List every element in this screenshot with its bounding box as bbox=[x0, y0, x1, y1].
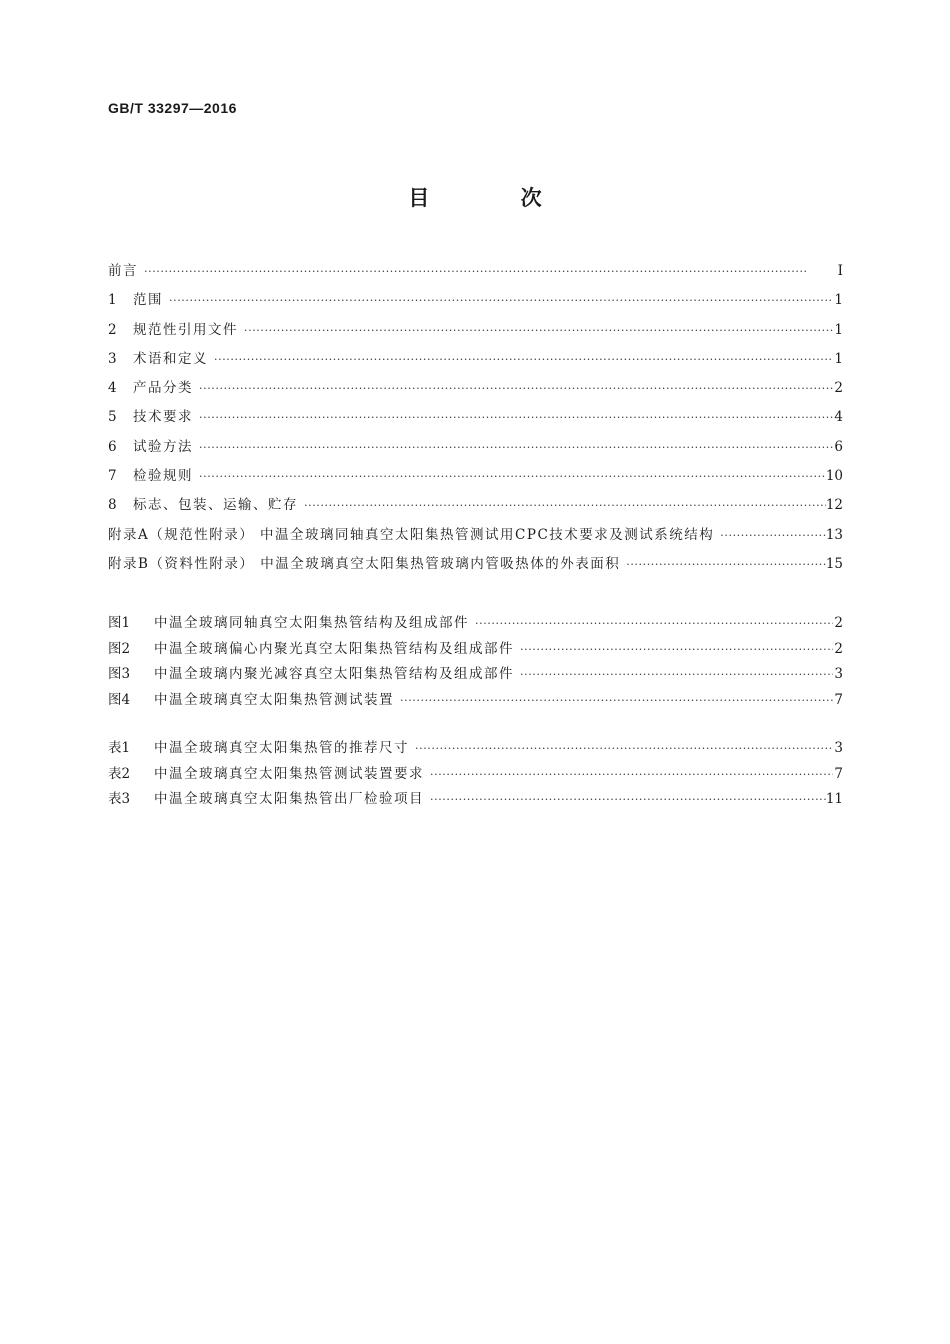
toc-entry-text bbox=[108, 765, 430, 783]
toc-page-number: 2 bbox=[834, 380, 843, 397]
table-number: 表3 bbox=[108, 791, 131, 807]
figure-number: 图3 bbox=[108, 666, 131, 682]
toc-entry-2[interactable] bbox=[108, 321, 843, 350]
figure-number: 图4 bbox=[108, 691, 131, 708]
toc-entry-text bbox=[108, 555, 626, 573]
toc-entry-label: 前言 bbox=[108, 263, 138, 279]
toc-entry-label: 产品分类 bbox=[133, 380, 193, 397]
page-title: 目 次 bbox=[408, 186, 584, 210]
toc-entry-text bbox=[108, 262, 144, 280]
toc-entry-label: 附录A（规范性附录） 中温全玻璃同轴真空太阳集热管测试用CPC技术要求及测试系统结构 bbox=[108, 526, 715, 543]
toc-entry-8[interactable] bbox=[108, 496, 843, 525]
table-entry-1[interactable] bbox=[108, 739, 843, 765]
figure-entry-4[interactable] bbox=[108, 691, 843, 717]
toc-page-number: 2 bbox=[834, 615, 843, 631]
toc-leader-dots bbox=[199, 380, 833, 398]
toc-entry-text bbox=[108, 739, 415, 757]
toc-entry-label: 技术要求 bbox=[133, 409, 193, 426]
toc-page-number: 1 bbox=[834, 321, 843, 338]
toc-entry-label: 试验方法 bbox=[133, 438, 193, 455]
toc-entry-number: 8 bbox=[108, 497, 117, 514]
toc-page-number: 2 bbox=[834, 640, 843, 657]
toc-entry-text bbox=[108, 350, 214, 368]
toc-page-number: 7 bbox=[834, 765, 843, 782]
table-entry-3[interactable] bbox=[108, 790, 843, 816]
toc-page-number: 3 bbox=[834, 666, 843, 682]
list-of-tables bbox=[108, 739, 843, 816]
table-of-contents bbox=[108, 262, 843, 584]
toc-leader-dots bbox=[475, 615, 833, 633]
toc-entry-annex-a[interactable] bbox=[108, 526, 843, 555]
toc-entry-label: 规范性引用文件 bbox=[133, 321, 238, 338]
toc-page-number: 15 bbox=[825, 555, 843, 572]
figure-number: 图2 bbox=[108, 640, 131, 657]
toc-leader-dots bbox=[415, 740, 833, 758]
toc-entry-text bbox=[108, 438, 199, 456]
table-label: 中温全玻璃真空太阳集热管的推荐尺寸 bbox=[154, 740, 409, 756]
toc-entry-text bbox=[108, 321, 244, 339]
toc-entry-6[interactable] bbox=[108, 438, 843, 467]
figure-label: 中温全玻璃真空太阳集热管测试装置 bbox=[154, 691, 394, 708]
toc-page-number: 3 bbox=[834, 740, 843, 756]
toc-entry-label: 检验规则 bbox=[133, 468, 193, 485]
figure-label: 中温全玻璃偏心内聚光真空太阳集热管结构及组成部件 bbox=[154, 640, 514, 657]
toc-page-number: 12 bbox=[825, 497, 843, 514]
toc-entry-3[interactable] bbox=[108, 350, 843, 379]
toc-entry-label: 标志、包装、运输、贮存 bbox=[133, 497, 298, 514]
toc-entry-text bbox=[108, 379, 199, 397]
toc-entry-label: 术语和定义 bbox=[133, 350, 208, 367]
toc-entry-text bbox=[108, 526, 720, 544]
toc-leader-dots bbox=[199, 439, 833, 457]
toc-leader-dots bbox=[144, 263, 833, 281]
toc-leader-dots bbox=[244, 322, 833, 340]
figure-entry-3[interactable] bbox=[108, 665, 843, 691]
toc-leader-dots bbox=[199, 468, 826, 486]
toc-entry-label: 附录B（资料性附录） 中温全玻璃真空太阳集热管玻璃内管吸热体的外表面积 bbox=[108, 555, 621, 572]
toc-leader-dots bbox=[430, 791, 826, 809]
toc-entry-text bbox=[108, 408, 199, 426]
table-label: 中温全玻璃真空太阳集热管出厂检验项目 bbox=[154, 791, 424, 807]
toc-leader-dots bbox=[626, 556, 826, 574]
toc-entry-number: 3 bbox=[108, 350, 117, 367]
figure-label: 中温全玻璃内聚光减容真空太阳集热管结构及组成部件 bbox=[154, 666, 514, 682]
toc-entry-number: 2 bbox=[108, 321, 117, 338]
toc-entry-1[interactable] bbox=[108, 291, 843, 320]
toc-leader-dots bbox=[520, 641, 833, 659]
toc-entry-text bbox=[108, 790, 430, 808]
toc-leader-dots bbox=[400, 692, 833, 710]
figure-number: 图1 bbox=[108, 615, 131, 631]
table-number: 表2 bbox=[108, 765, 131, 782]
toc-leader-dots bbox=[304, 497, 826, 515]
toc-entry-number: 7 bbox=[108, 468, 117, 485]
toc-entry-5[interactable] bbox=[108, 408, 843, 437]
list-of-figures bbox=[108, 614, 843, 716]
toc-entry-4[interactable] bbox=[108, 379, 843, 408]
figure-label: 中温全玻璃同轴真空太阳集热管结构及组成部件 bbox=[154, 615, 469, 631]
toc-page-number: 1 bbox=[834, 292, 843, 309]
toc-leader-dots bbox=[214, 351, 833, 369]
table-entry-2[interactable] bbox=[108, 765, 843, 791]
toc-entry-7[interactable] bbox=[108, 467, 843, 496]
toc-page-number: 4 bbox=[834, 409, 843, 426]
toc-entry-label: 范围 bbox=[133, 292, 163, 309]
toc-entry-text bbox=[108, 665, 520, 683]
figure-entry-1[interactable] bbox=[108, 614, 843, 640]
toc-leader-dots bbox=[199, 409, 833, 427]
toc-leader-dots bbox=[430, 766, 833, 784]
toc-entry-text bbox=[108, 467, 199, 485]
toc-entry-foreword[interactable] bbox=[108, 262, 843, 291]
figure-entry-2[interactable] bbox=[108, 640, 843, 666]
toc-entry-annex-b[interactable] bbox=[108, 555, 843, 584]
toc-page-number: 1 bbox=[834, 350, 843, 367]
table-number: 表1 bbox=[108, 740, 131, 756]
toc-page-number: Ⅰ bbox=[837, 263, 843, 279]
toc-entry-text bbox=[108, 291, 169, 309]
toc-entry-text bbox=[108, 640, 520, 658]
toc-page-number: 11 bbox=[825, 791, 843, 807]
table-label: 中温全玻璃真空太阳集热管测试装置要求 bbox=[154, 765, 424, 782]
toc-entry-number: 6 bbox=[108, 438, 117, 455]
toc-page-number: 13 bbox=[825, 526, 843, 543]
toc-leader-dots bbox=[520, 666, 833, 684]
standard-code: GB/T 33297—2016 bbox=[108, 100, 237, 116]
toc-entry-number: 5 bbox=[108, 409, 117, 426]
toc-page-number: 10 bbox=[825, 468, 843, 485]
toc-page-number: 6 bbox=[834, 438, 843, 455]
toc-entry-text bbox=[108, 614, 475, 632]
toc-entry-number: 1 bbox=[108, 292, 117, 309]
toc-leader-dots bbox=[720, 527, 826, 545]
toc-entry-text bbox=[108, 496, 304, 514]
toc-leader-dots bbox=[169, 292, 833, 310]
toc-entry-text bbox=[108, 691, 400, 709]
toc-entry-number: 4 bbox=[108, 380, 117, 397]
toc-page-number: 7 bbox=[834, 691, 843, 708]
